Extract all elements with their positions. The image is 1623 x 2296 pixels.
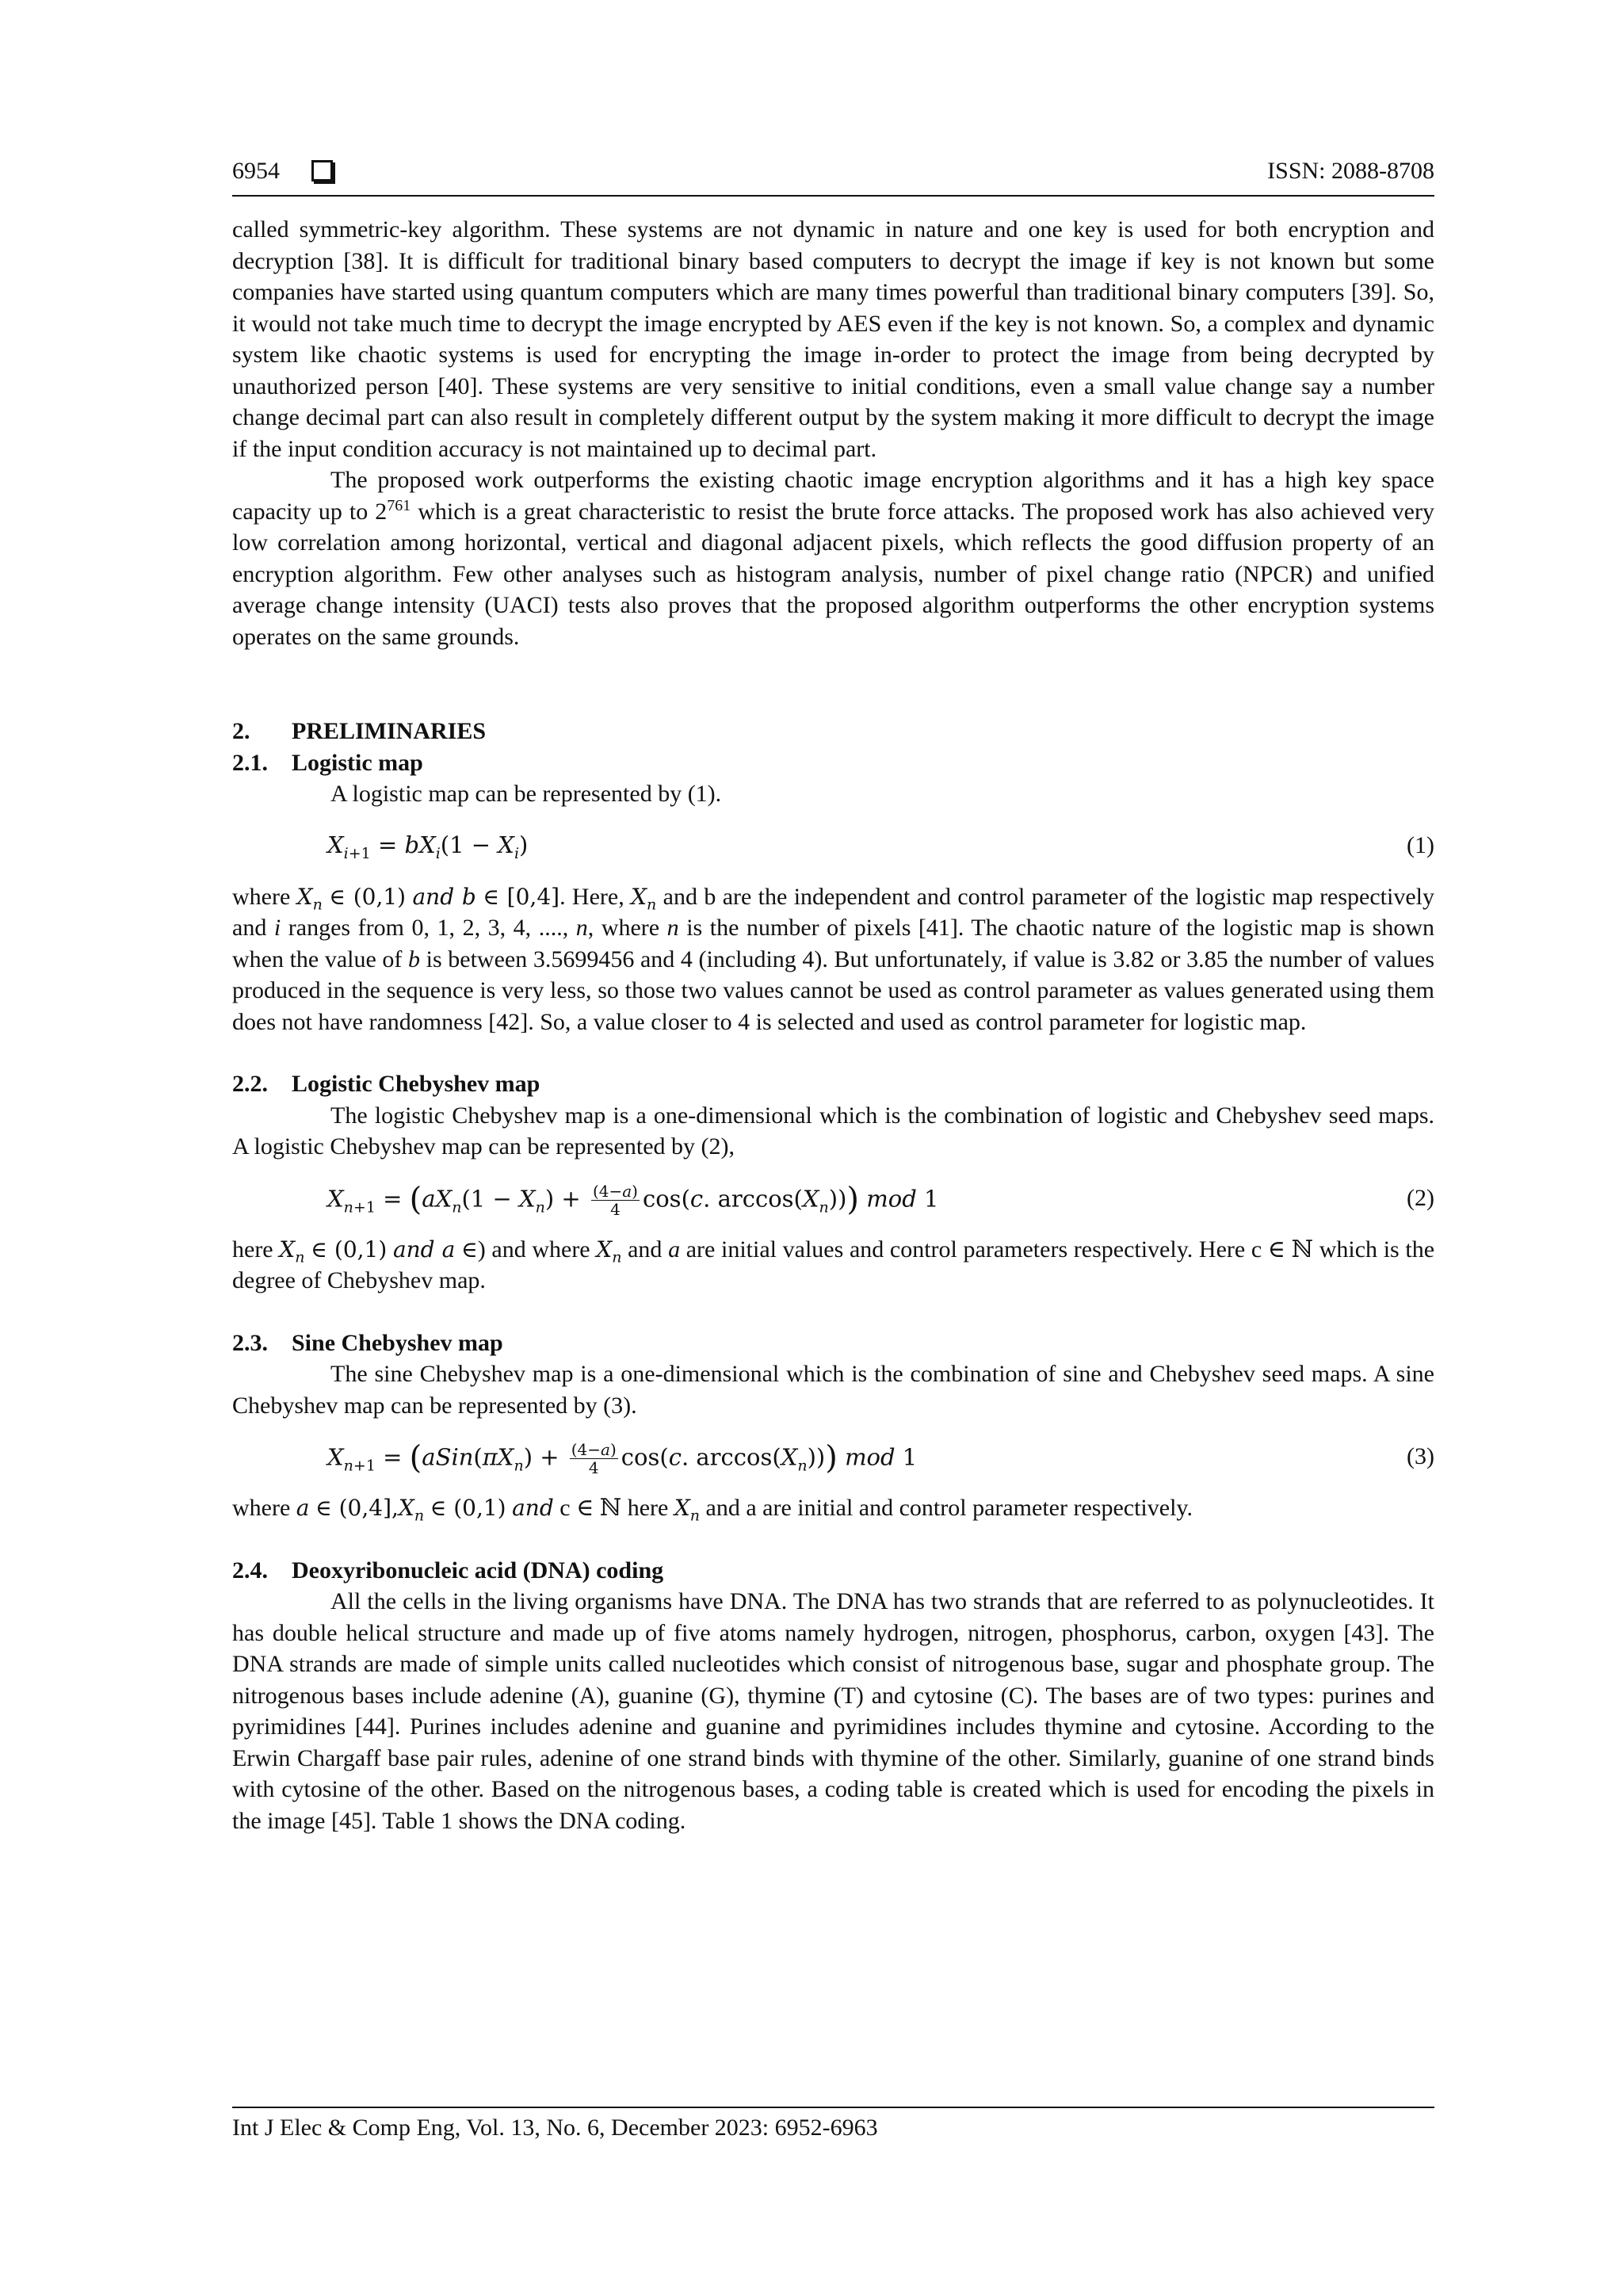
sine-chebyshev-lead: The sine Chebyshev map is a one-dimensional which is the combination of sine and Chebyshev seed maps. A sine Chebyshev map can be represented by (3). — [232, 1361, 1434, 1419]
intro-paragraph-2: The proposed work outperforms the existing chaotic image encryption algorithms and it has a high key space capacity up to $2^{761}$ which is a great characteristic to resist the brute force attacks. The proposed work has also achieved very low correlation among horizontal, vertical and diagonal adjacent pixels, which reflects the good diffusion property of an encryption algorithm. Few other analyses such as histogram analysis, number of pixel change ratio (NPCR) and unified average change intensity (UACI) tests also proves that the proposed algorithm outperforms the other encryption systems operates on the same grounds. — [232, 467, 1434, 650]
key-space-exponent: 761 — [387, 496, 411, 514]
journal-box-icon — [311, 160, 333, 181]
equation-2 — [232, 1175, 1434, 1222]
equation-1 — [232, 822, 1434, 869]
journal-citation-footer: Int J Elec & Comp Eng, Vol. 13, No. 6, December 2023: 6952-6963 — [232, 2115, 878, 2141]
logistic-chebyshev-lead: The logistic Chebyshev map is a one-dimensional which is the combination of logistic and Chebyshev seed maps. A logistic Chebyshev map can be represented by (2), — [232, 1102, 1434, 1159]
logistic-map-lead: A logistic map can be represented by (1). — [330, 781, 722, 807]
header-rule — [232, 195, 1434, 197]
section-heading-preliminaries: 2. PRELIMINARIES — [232, 718, 487, 744]
sine-chebyshev-explanation: where a ∈ $(0,4],X_n$ ∈ (0,1) and c ∈ ℕ here $X_n$ and a are initial and control parameter respectively. — [232, 1495, 1193, 1525]
equation-3-number: (3) — [1407, 1443, 1434, 1469]
equation-3 — [232, 1433, 1434, 1480]
body-text — [232, 214, 1434, 1836]
equation-1-number: (1) — [1407, 831, 1434, 858]
equation-2-expression: $X_{n+1} = (aX_n(1 - X_n)$ + $\frac{(4-a)}{4}$ cos(c. $\arccos(X_n)$)) mod 1 — [327, 1181, 939, 1219]
dna-coding-paragraph: All the cells in the living organisms have DNA. The DNA has two strands that are referred to as polynucleotides. It has double helical structure and made up of five atoms namely hydrogen, nitrogen, phosphorus, carbon, oxygen [43]. The DNA strands are made of simple units called nucleotides which consist of nitrogenous base, sugar and phosphate group. The nitrogenous bases include adenine (A), guanine (G), thymine (T) and cytosine (C). The bases are of two types: purines and pyrimidines [44]. Purines includes adenine and guanine and pyrimidines includes thymine and cytosine. According to the Erwin Chargaff base pair rules, adenine of one strand binds with thymine of the other. Similarly, guanine of one strand binds with cytosine of the other. Based on the nitrogenous bases, a coding table is created which is used for encoding the pixels in the image [45]. Table 1 shows the DNA coding. — [232, 1588, 1434, 1834]
page-number: 6954 — [232, 158, 280, 184]
running-header-left — [232, 155, 333, 187]
footer-rule — [232, 2107, 1434, 2108]
subsection-heading-logistic-map: 2.1. Logistic map — [232, 749, 423, 776]
subsection-heading-dna-coding: 2.4. Deoxyribonucleic acid (DNA) coding — [232, 1557, 664, 1584]
equation-2-number: (2) — [1407, 1184, 1434, 1211]
subsection-heading-sine-chebyshev: 2.3. Sine Chebyshev map — [232, 1329, 503, 1356]
logistic-chebyshev-explanation: here $X_n$ ∈ (0,1) and a ∈) and where $X_n$ and a are initial values and control parameters respectively. Here c ∈ ℕ which is the degree of Chebyshev map. — [232, 1236, 1435, 1293]
logistic-map-explanation: where $X_n$ ∈ (0,1) and b ∈ [0,4]. Here, $X_n$ and b are the independent and control parameter of the logistic map respectively and i ranges from 0, 1, 2, 3, 4, ...., n, where n is the number of pixels [41]. The chaotic nature of the logistic map is shown when the value of b is between 3.5699456 and 4 (including 4). But unfortunately, if value is 3.82 or 3.85 the number of values produced in the sequence is very less, so those two values cannot be used as control parameter as values generated using them does not have randomness [42]. So, a value closer to 4 is selected and used as control parameter for logistic map. — [232, 883, 1434, 1035]
equation-3-expression: $X_{n+1}$ = ($aSin(\pi X_n)$ + $\frac{(4-a)}{4}$ cos(c. $\arccos(X_n)$)) mod 1 — [327, 1439, 918, 1477]
subsection-heading-logistic-chebyshev: 2.2. Logistic Chebyshev map — [232, 1071, 540, 1097]
issn-label: ISSN: 2088-8708 — [1267, 158, 1434, 184]
intro-paragraph-1: called symmetric-key algorithm. These systems are not dynamic in nature and one key is used for both encryption and decryption [38]. It is difficult for traditional binary based computers to decrypt the image if key is not known but some companies have started using quantum computers which are many times powerful than traditional binary computers [39]. So, it would not take much time to decrypt the image encrypted by AES even if the key is not known. So, a complex and dynamic system like chaotic systems is used for encrypting the image in-order to protect the image from being decrypted by unauthorized person [40]. These systems are very sensitive to initial conditions, even a small value change say a number change decimal part can also result in completely different output by the system making it more difficult to decrypt the image if the input condition accuracy is not maintained up to decimal part. — [232, 216, 1434, 462]
equation-1-expression: $X_{i+1} = bX_i(1 - X_i)$ — [327, 831, 529, 862]
